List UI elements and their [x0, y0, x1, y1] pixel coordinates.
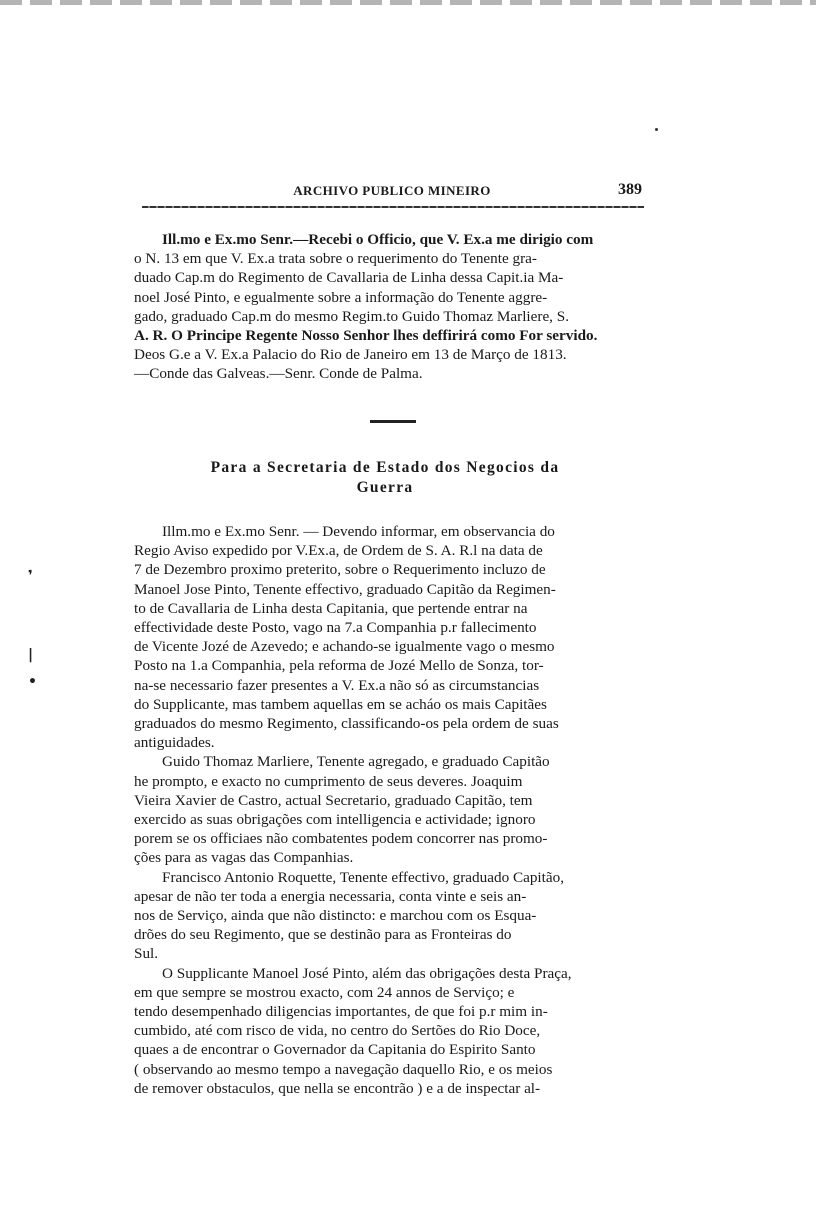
text-line: nos de Serviço, ainda que não distincto: e marchou com os Esqua-: [134, 907, 537, 925]
page-number: 389: [618, 181, 642, 198]
section-heading: [134, 458, 636, 498]
text-line: exercido as suas obrigações com intelligencia e actividade; ignoro: [134, 811, 536, 829]
text-line: to de Cavallaria de Linha desta Capitania, que pertende entrar na: [134, 599, 528, 617]
text-line: Guido Thomaz Marliere, Tenente agregado, e graduado Capitão: [162, 753, 550, 771]
text-line: Vieira Xavier de Castro, actual Secretario, graduado Capitão, tem: [134, 791, 533, 809]
page-header: [140, 183, 644, 205]
text-line: cumbido, até com risco de vida, no centro do Sertões do Rio Doce,: [134, 1022, 541, 1040]
text-line: drões do seu Regimento, que se destinão para as Fronteiras do: [134, 926, 512, 944]
text-line: apesar de não ter toda a energia necessaria, conta vinte e seis an-: [134, 887, 527, 905]
text-line: he prompto, e exacto no cumprimento de seus deveres. Joaquim: [134, 772, 523, 790]
letter-2: [134, 522, 636, 1098]
text-line: Ill.mo e Ex.mo Senr.—Recebi o Officio, que V. Ex.a me dirigio com: [162, 231, 594, 248]
text-line: antiguidades.: [134, 734, 215, 752]
text-line: 7 de Dezembro proximo preterito, sobre o Requerimento incluzo de: [134, 561, 546, 579]
text-line: A. R. O Principe Regente Nosso Senhor lhes deffirirá como For servido.: [134, 327, 598, 345]
scan-speck: [655, 128, 658, 131]
text-line: quaes a de encontrar o Governador da Capitania do Espirito Santo: [134, 1041, 536, 1059]
text-line: Posto na 1.a Companhia, pela reforma de Jozé Mello de Sonza, tor-: [134, 657, 544, 675]
margin-mark: ❜: [28, 568, 33, 584]
text-line: de remover obstaculos, que nella se encontrão ) e a de inspectar al-: [134, 1079, 541, 1097]
text-line: Manoel Jose Pinto, Tenente effectivo, graduado Capitão da Regimen-: [134, 580, 556, 598]
text-line: o N. 13 em que V. Ex.a trata sobre o requerimento do Tenente gra-: [134, 250, 537, 268]
margin-mark: •: [28, 674, 37, 690]
header-rule: [142, 206, 644, 208]
margin-mark: |: [28, 647, 34, 663]
section-heading-line: Para a Secretaria de Estado dos Negocios da: [210, 459, 560, 476]
text-line: em que sempre se mostrou exacto, com 24 annos de Serviço; e: [134, 983, 515, 1001]
text-line: Francisco Antonio Roquette, Tenente effectivo, graduado Capitão,: [162, 868, 564, 886]
text-line: na-se necessario fazer presentes a V. Ex.a não só as circumstancias: [134, 676, 540, 694]
running-head: ARCHIVO PUBLICO MINEIRO: [293, 183, 491, 198]
text-line: de Vicente Jozé de Azevedo; e achando-se igualmente vago o mesmo: [134, 638, 555, 656]
text-line: Illm.mo e Ex.mo Senr. — Devendo informar, em observancia do: [162, 523, 555, 540]
text-line: O Supplicante Manoel José Pinto, além das obrigações desta Praça,: [162, 964, 572, 982]
scan-top-edge: [0, 0, 816, 5]
text-line: Sul.: [134, 945, 159, 963]
text-line: porem se os officiaes não combatentes podem concorrer nas promo-: [134, 830, 548, 848]
text-line: graduados do mesmo Regimento, classificando-os pela ordem de suas: [134, 715, 559, 733]
section-heading-line: Guerra: [356, 479, 414, 496]
text-line: gado, graduado Cap.m do mesmo Regim.to Guido Thomaz Marliere, S.: [134, 307, 570, 325]
text-line: ( observando ao mesmo tempo a navegação daquello Rio, e os meios: [134, 1060, 553, 1078]
text-line: Deos G.e a V. Ex.a Palacio do Rio de Janeiro em 13 de Março de 1813.: [134, 346, 567, 364]
text-line: ções para as vagas das Companhias.: [134, 849, 354, 867]
text-line: effectividade deste Posto, vago na 7.a Companhia p.r fallecimento: [134, 619, 537, 637]
text-line: —Conde das Galveas.—Senr. Conde de Palma.: [134, 365, 423, 383]
letter-1: [134, 230, 636, 384]
text-line: Regio Aviso expedido por V.Ex.a, de Ordem de S. A. R.l na data de: [134, 542, 543, 560]
section-separator: [370, 420, 416, 423]
text-line: noel José Pinto, e egualmente sobre a informação do Tenente aggre-: [134, 288, 548, 306]
text-line: duado Cap.m do Regimento de Cavallaria de Linha dessa Capit.ia Ma-: [134, 269, 564, 287]
text-line: do Supplicante, mas tambem aquellas em se acháo os mais Capitães: [134, 695, 547, 713]
text-line: tendo desempenhado diligencias importantes, de que foi p.r mim in-: [134, 1003, 548, 1021]
